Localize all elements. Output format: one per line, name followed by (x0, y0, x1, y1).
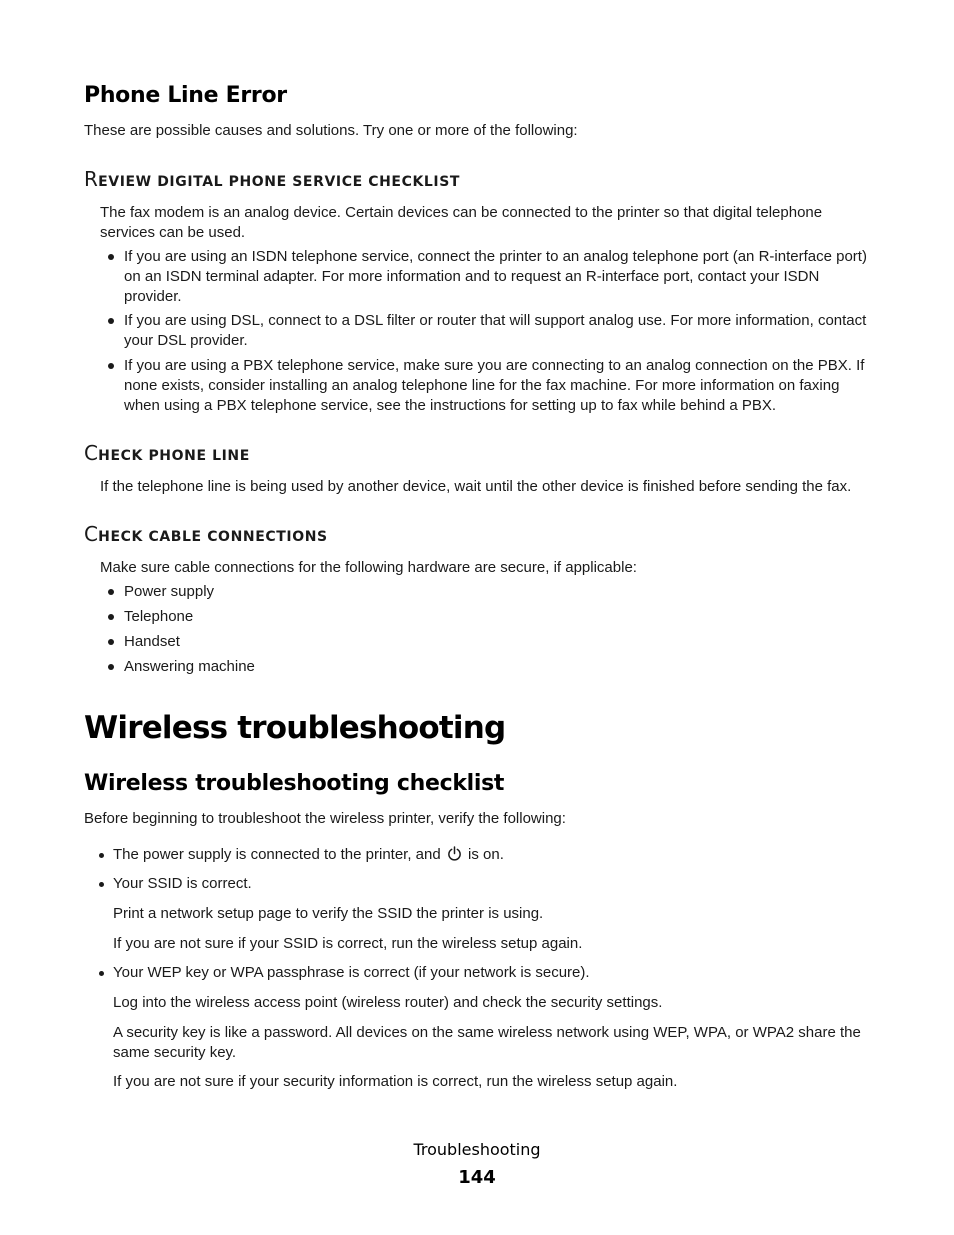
cable-bullet-telephone: Telephone (124, 608, 194, 625)
heading-initial: C (84, 522, 99, 546)
cable-bullet-answering-machine: Answering machine (124, 658, 255, 675)
review-bullet-dsl: If you are using DSL, connect to a DSL filter or router that will support analog use. For more information, contact your DSL provider. (124, 312, 867, 349)
wireless-security-note-3: If you are not sure if your security information is correct, run the wireless setup again. (113, 1073, 678, 1090)
bullet-icon (108, 254, 114, 260)
bullet-icon (108, 614, 114, 620)
phone-line-error-intro: These are possible causes and solutions. Try one or more of the following: (84, 122, 578, 139)
cable-bullet-power-supply: Power supply (124, 583, 215, 600)
check-phone-line-paragraph: If the telephone line is being used by another device, wait until the other device is finished before sending the fax. (100, 478, 852, 495)
wireless-item-power-text-after: is on. (468, 846, 504, 863)
heading-check-cable-connections (84, 522, 328, 546)
heading-rest: HECK PHONE LINE (98, 448, 250, 464)
power-icon (447, 846, 462, 861)
section-title-wireless-checklist: Wireless troubleshooting checklist (84, 771, 505, 796)
chapter-title-wireless-troubleshooting: Wireless troubleshooting (84, 710, 506, 746)
wireless-security-note-1: Log into the wireless access point (wireless router) and check the security settings. (113, 994, 663, 1011)
bullet-icon (108, 639, 114, 645)
heading-rest: EVIEW DIGITAL PHONE SERVICE CHECKLIST (98, 174, 461, 190)
bullet-icon (108, 589, 114, 595)
wireless-ssid-note-1: Print a network setup page to verify the SSID the printer is using. (113, 905, 544, 922)
wireless-security-note-2: A security key is like a password. All devices on the same wireless network using WEP, WPA, or WPA2 share the same security key. (113, 1024, 861, 1061)
heading-initial: C (84, 441, 99, 465)
review-bullet-isdn: If you are using an ISDN telephone service, connect the printer to an analog telephone port (an R-interface port) on an ISDN terminal adapter. For more information and to request an R-interface port, contact your ISDN provider. (124, 248, 867, 305)
bullet-icon (108, 318, 114, 324)
heading-review-digital-phone-service (84, 167, 460, 191)
section-title-phone-line-error: Phone Line Error (84, 83, 287, 108)
cable-bullet-handset: Handset (124, 633, 180, 650)
bullet-icon (99, 853, 104, 858)
heading-check-phone-line (84, 441, 250, 465)
wireless-item-power-text-before: The power supply is connected to the printer, and (113, 846, 441, 863)
wireless-item-ssid: Your SSID is correct. (113, 875, 252, 892)
bullet-icon (99, 882, 104, 887)
wireless-intro: Before beginning to troubleshoot the wireless printer, verify the following: (84, 810, 566, 827)
bullet-icon (108, 664, 114, 670)
review-bullet-pbx: If you are using a PBX telephone service, make sure you are connecting to an analog connection on the PBX. If none exists, consider installing an analog telephone line for the fax machine. For more information on faxing when using a PBX telephone service, see the instructions for setting up to fax while behind a PBX. (124, 357, 865, 414)
wireless-ssid-note-2: If you are not sure if your SSID is correct, run the wireless setup again. (113, 935, 583, 952)
footer-section-label: Troubleshooting (413, 1140, 541, 1159)
heading-initial: R (84, 167, 99, 191)
wireless-item-power (113, 845, 504, 865)
page-number: 144 (458, 1167, 496, 1188)
review-paragraph: The fax modem is an analog device. Certain devices can be connected to the printer so that digital telephone services can be used. (100, 204, 823, 241)
check-cable-paragraph: Make sure cable connections for the following hardware are secure, if applicable: (100, 559, 637, 576)
wireless-item-security-key: Your WEP key or WPA passphrase is correct (if your network is secure). (113, 964, 590, 981)
bullet-icon (108, 363, 114, 369)
bullet-icon (99, 971, 104, 976)
heading-rest: HECK CABLE CONNECTIONS (98, 529, 328, 545)
